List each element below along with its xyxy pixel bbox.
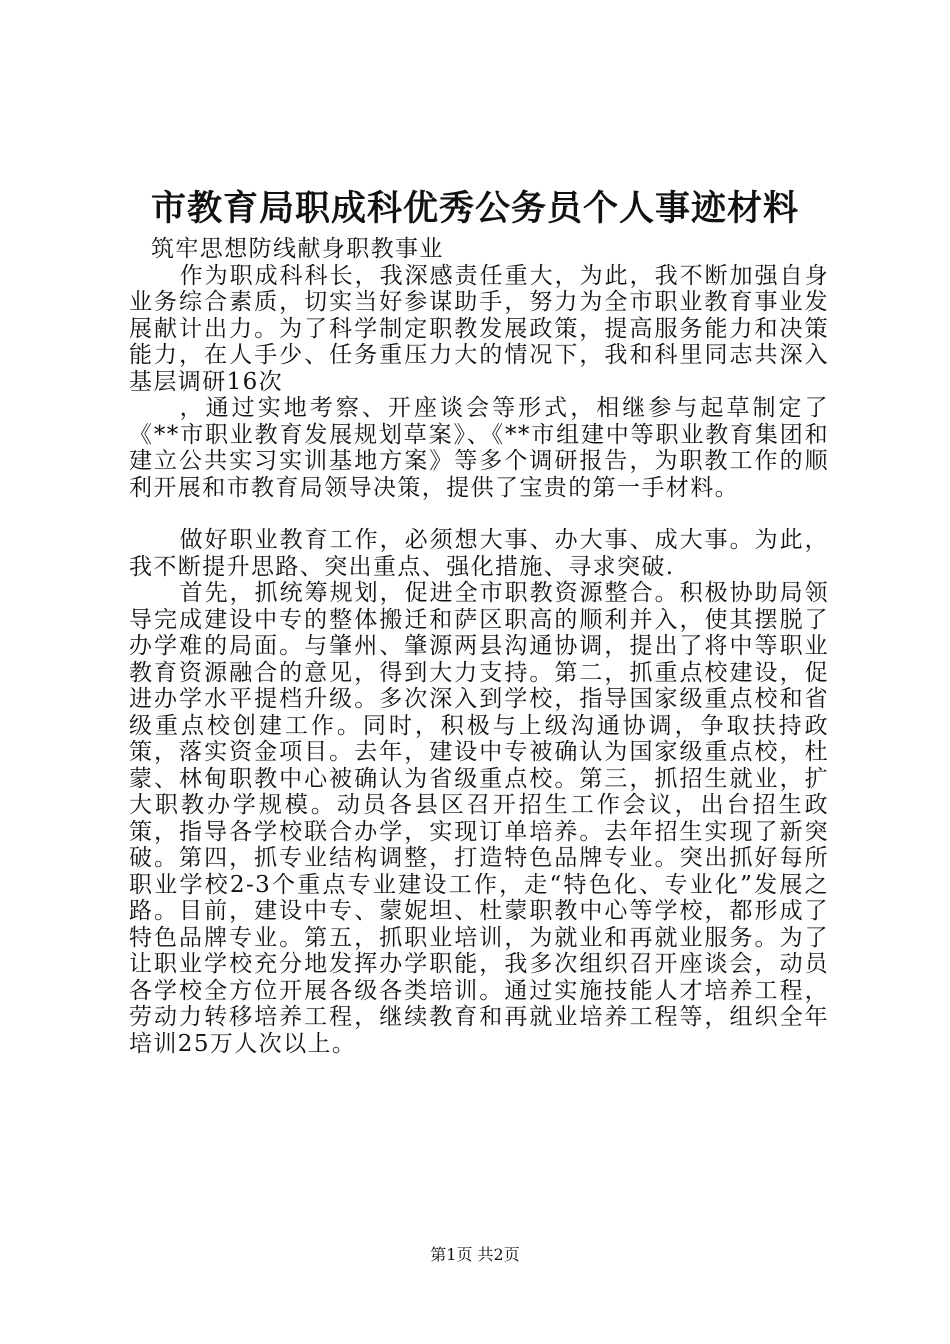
paragraph-4: 首先，抓统筹规划，促进全市职教资源整合。积极协助局领导完成建设中专的整体搬迁和萨区职高的顺利并入，使其摆脱了办学难的局面。与肇州、肇源两县沟通协调，提出了将中等职业教育资源融合的意见，得到大力支持。第二，抓重点校建设，促进办学水平提档升级。多次深入到学校，指导国家级重点校和省级重点校创建工作。同时，积极与上级沟通协调，争取扶持政策，落实资金项目。去年，建设中专被确认为国家级重点校，杜蒙、林甸职教中心被确认为省级重点校。第三，抓招生就业，扩大职教办学规模。动员各县区召开招生工作会议，出台招生政策，指导各学校联合办学，实现订单培养。去年招生实现了新突破。第四，抓专业结构调整，打造特色品牌专业。突出抓好每所职业学校2-3个重点专业建设工作，走“特色化、专业化”发展之路。目前，建设中专、蒙妮坦、杜蒙职教中心等学校，都形成了特色品牌专业。第五，抓职业培训，为就业和再就业服务。为了让职业学校充分地发挥办学职能，我多次组织召开座谈会，动员各学校全方位开展各级各类培训。通过实施技能人才培养工程，劳动力转移培养工程，继续教育和再就业培养工程等，组织全年培训25万人次以上。 bbox=[129, 580, 829, 1057]
document-subtitle: 筑牢思想防线献身职教事业 bbox=[151, 236, 444, 262]
paragraph-3: 做好职业教育工作，必须想大事、办大事、成大事。为此，我不断提升思路、突出重点、强化措施、寻求突破. bbox=[129, 527, 829, 580]
document-body bbox=[129, 236, 829, 1057]
paragraph-2: ，通过实地考察、开座谈会等形式，相继参与起草制定了《**市职业教育发展规划草案》、《**市组建中等职业教育集团和建立公共实习实训基地方案》等多个调研报告，为职教工作的顺利开展和市教育局领导决策，提供了宝贵的第一手材料。 bbox=[129, 395, 829, 501]
page-number: 第1页 共2页 bbox=[430, 1245, 520, 1264]
paragraph-1: 作为职成科科长，我深感责任重大，为此，我不断加强自身业务综合素质，切实当好参谋助手，努力为全市职业教育事业发展献计出力。为了科学制定职教发展政策，提高服务能力和决策能力，在人手少、任务重压力大的情况下，我和科里同志共深入基层调研16次 bbox=[129, 262, 829, 395]
document-title: 市教育局职成科优秀公务员个人事迹材料 bbox=[150, 189, 799, 229]
